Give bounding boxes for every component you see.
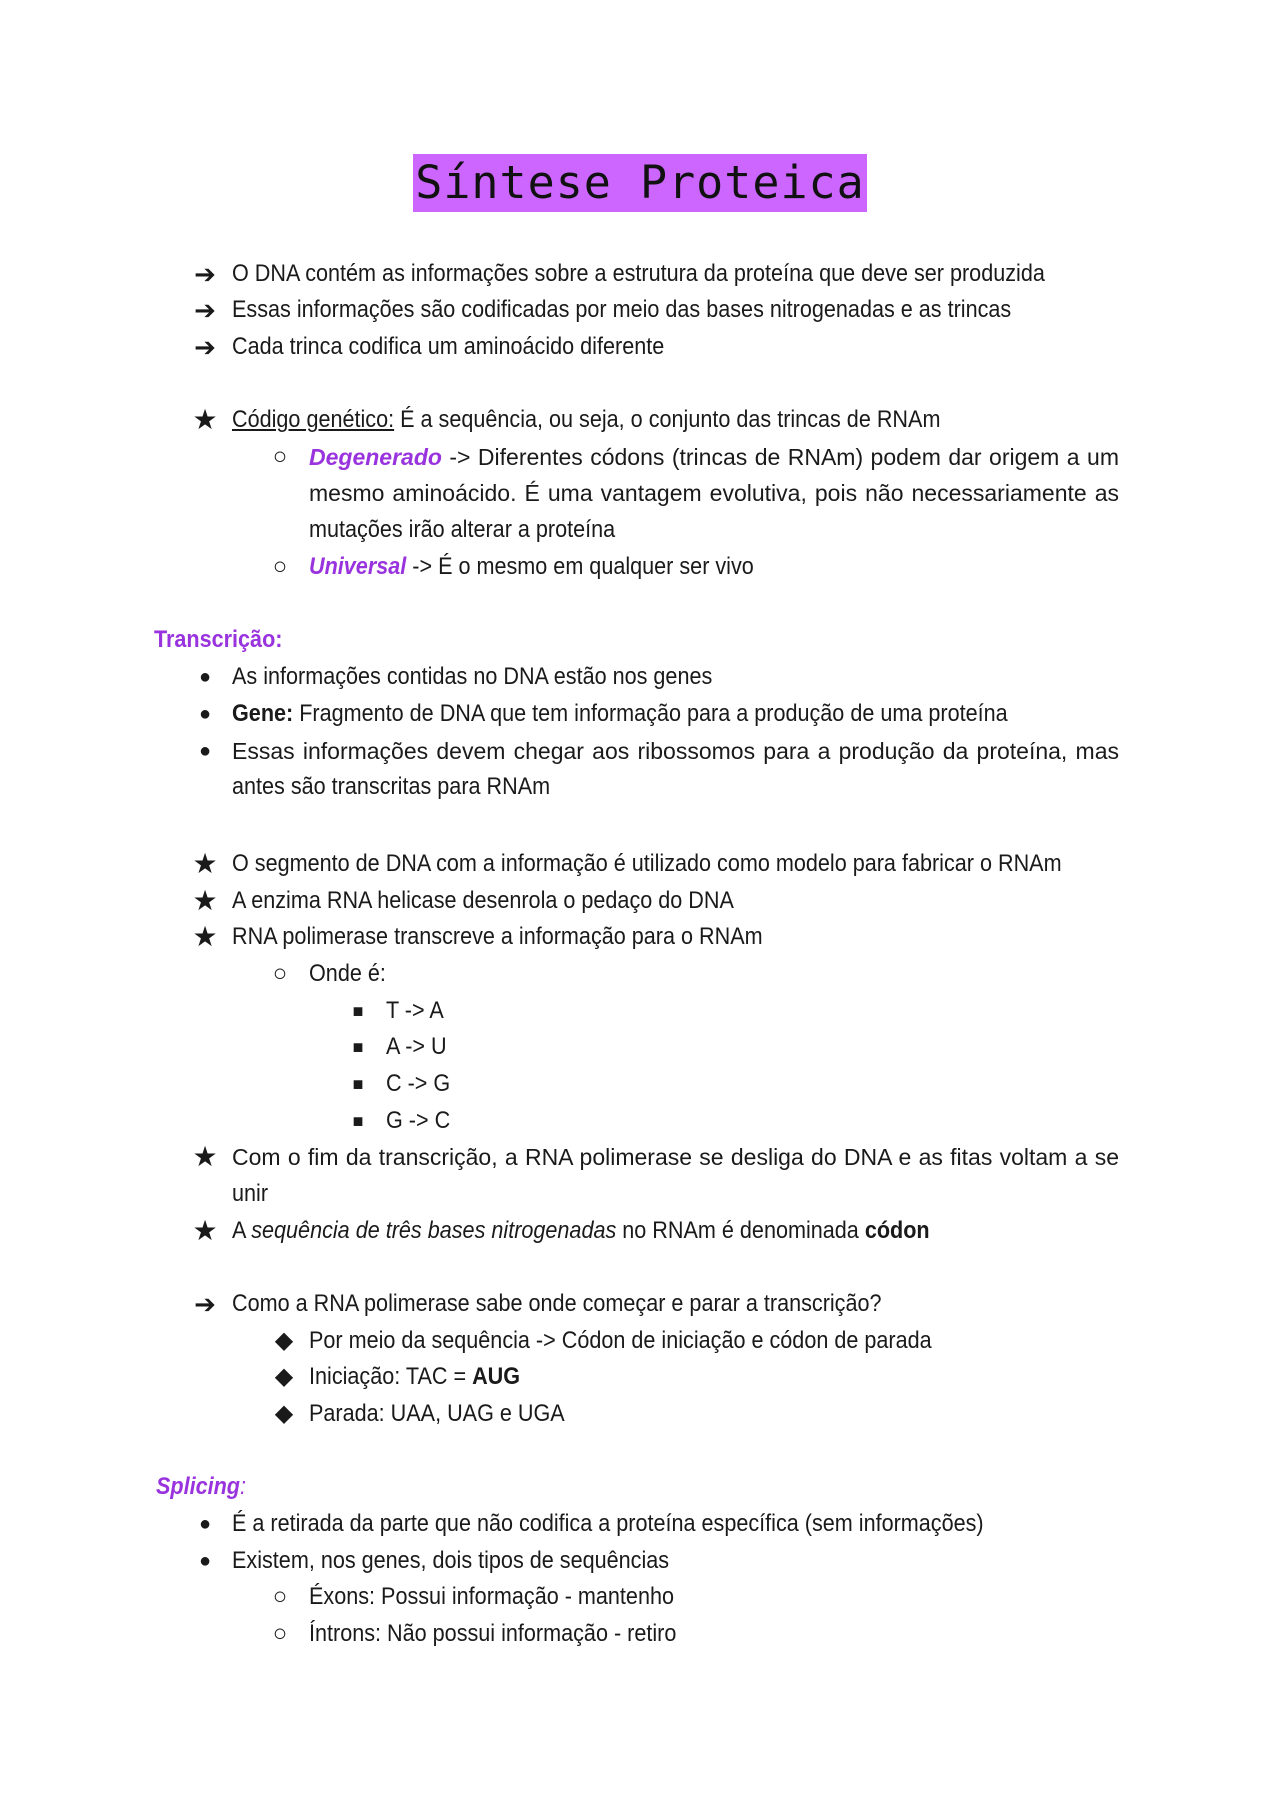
transcricao-step: O segmento de DNA com a informação é utilizado como modelo para fabricar o RNAm <box>232 850 1062 877</box>
arrow-icon: ➔ <box>194 1289 216 1319</box>
page-title: Síntese Proteica <box>413 154 866 212</box>
transcricao-bullet: As informações contidas no DNA estão nos genes <box>232 663 713 690</box>
title-container <box>0 154 1280 212</box>
codon-mid: no RNAm é denominada <box>616 1217 865 1244</box>
iniciacao-bold: AUG <box>472 1363 521 1390</box>
square-icon: ■ <box>352 1111 364 1131</box>
square-icon: ■ <box>352 1001 364 1021</box>
star-icon: ★ <box>192 1141 218 1172</box>
base-pair: A -> U <box>386 1033 447 1060</box>
introns-item: Íntrons: Não possui informação - retiro <box>309 1620 677 1647</box>
star-icon: ★ <box>192 921 218 952</box>
diamond-icon: ◆ <box>274 1327 294 1354</box>
diamond-icon: ◆ <box>274 1400 294 1427</box>
diamond-icon: ◆ <box>274 1363 294 1390</box>
transcricao-bullet-line1: Essas informações devem chegar aos ribossomos para a produção da proteína, mas <box>232 738 1119 764</box>
bullet-icon: ● <box>198 740 212 762</box>
degenerado-line3: mutações irão alterar a proteína <box>309 516 616 543</box>
exons-item: Éxons: Possui informação - mantenho <box>309 1583 674 1610</box>
answer-item: Parada: UAA, UAG e UGA <box>309 1400 565 1427</box>
bullet-icon: ● <box>198 1513 212 1535</box>
transcricao-step-line2: unir <box>232 1180 269 1207</box>
bullet-icon: ● <box>198 1550 212 1572</box>
transcricao-bullet-line2: antes são transcritas para RNAm <box>232 773 551 800</box>
splicing-heading-text: Splicing <box>156 1473 241 1500</box>
transcricao-step: RNA polimerase transcreve a informação para o RNAm <box>232 923 763 950</box>
codon-italic: sequência de três bases nitrogenadas <box>251 1217 617 1244</box>
degenerado-label: Degenerado <box>309 444 442 470</box>
degenerado-line1 <box>309 442 1119 472</box>
intro-item: Essas informações são codificadas por meio das bases nitrogenadas e as trincas <box>232 296 1012 323</box>
intro-item: Cada trinca codifica um aminoácido diferente <box>232 333 665 360</box>
arrow-icon: ➔ <box>194 295 216 325</box>
universal-item <box>309 552 754 582</box>
splicing-heading-colon: : <box>240 1473 247 1500</box>
degenerado-text: -> Diferentes códons (trincas de RNAm) podem dar origem a um <box>441 444 1119 470</box>
codon-pre: A <box>232 1217 252 1244</box>
transcricao-bullet <box>232 699 1008 729</box>
star-icon: ★ <box>192 404 218 435</box>
iniciacao-text: Iniciação: TAC = <box>309 1363 473 1390</box>
arrow-icon: ➔ <box>194 332 216 362</box>
degenerado-line2: mesmo aminoácido. É uma vantagem evolutiva, pois não necessariamente as <box>309 480 1119 506</box>
onde-item: Onde é: <box>309 960 386 987</box>
gene-text: Fragmento de DNA que tem informação para a produção de uma proteína <box>293 700 1008 727</box>
bullet-icon: ● <box>198 703 212 725</box>
circle-icon: ○ <box>272 443 288 470</box>
transcricao-step: A enzima RNA helicase desenrola o pedaço do DNA <box>232 887 734 914</box>
splicing-bullet: É a retirada da parte que não codifica a proteína específica (sem informações) <box>232 1510 984 1537</box>
answer-item: Por meio da sequência -> Códon de iniciação e códon de parada <box>309 1327 932 1354</box>
circle-icon: ○ <box>272 553 288 580</box>
circle-icon: ○ <box>272 1583 288 1610</box>
codigo-genetico-text: É a sequência, ou seja, o conjunto das trincas de RNAm <box>394 406 941 433</box>
transcricao-step-line1: Com o fim da transcrição, a RNA polimerase se desliga do DNA e as fitas voltam a se <box>232 1144 1119 1170</box>
square-icon: ■ <box>352 1037 364 1057</box>
universal-label: Universal <box>309 553 407 580</box>
arrow-icon: ➔ <box>194 259 216 289</box>
codigo-genetico-item <box>232 405 940 435</box>
base-pair: T -> A <box>386 997 444 1024</box>
star-icon: ★ <box>192 885 218 916</box>
question-item: Como a RNA polimerase sabe onde começar e parar a transcrição? <box>232 1290 882 1317</box>
circle-icon: ○ <box>272 1620 288 1647</box>
answer-item <box>309 1362 520 1392</box>
universal-text: -> É o mesmo em qualquer ser vivo <box>406 553 754 580</box>
circle-icon: ○ <box>272 960 288 987</box>
gene-label: Gene: <box>232 700 294 727</box>
base-pair: C -> G <box>386 1070 451 1097</box>
codon-definition <box>232 1216 930 1246</box>
bullet-icon: ● <box>198 666 212 688</box>
transcricao-heading: Transcrição: <box>154 626 283 653</box>
intro-item: O DNA contém as informações sobre a estrutura da proteína que deve ser produzida <box>232 260 1045 287</box>
splicing-bullet: Existem, nos genes, dois tipos de sequências <box>232 1547 670 1574</box>
codigo-genetico-label: Código genético: <box>232 406 395 433</box>
star-icon: ★ <box>192 848 218 879</box>
base-pair: G -> C <box>386 1107 451 1134</box>
splicing-heading <box>156 1472 246 1502</box>
codon-bold: códon <box>864 1217 930 1244</box>
square-icon: ■ <box>352 1074 364 1094</box>
star-icon: ★ <box>192 1215 218 1246</box>
